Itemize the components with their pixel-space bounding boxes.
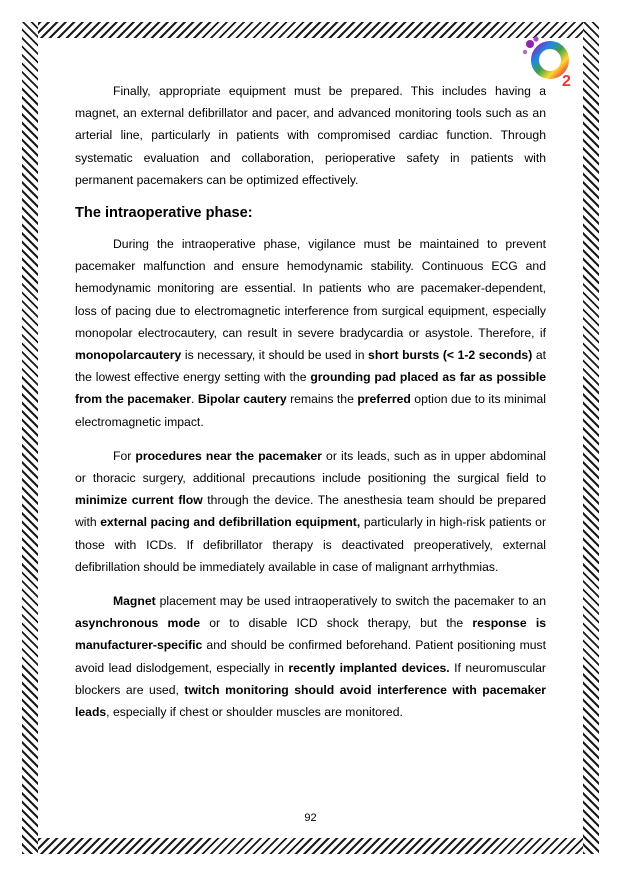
paragraph-magnet: Magnet placement may be used intraoperatively to switch the pacemaker to an asynchronous mode or to disable ICD shock therapy, but the response is manufacturer-specific and should be confirmed beforehand. Patient positioning must avoid lead dislodgement, especially in recently implanted devices. If neuromuscular blockers are used, twitch monitoring should avoid interference with pacemaker leads, especially if chest or shoulder muscles are monitored. xyxy=(75,594,546,720)
paragraph-intraoperative: During the intraoperative phase, vigilance must be maintained to prevent pacemaker malfunction and ensure hemodynamic stability. Continuous ECG and hemodynamic monitoring are essential. In patients who are pacemaker-dependent, loss of pacing due to electromagnetic interference from surgical equipment, especially monopolar electrocautery, can result in severe bradycardia or asystole. Therefore, if monopolarcautery is necessary, it should be used in short bursts (< 1-2 seconds) at the lowest effective energy setting with the grounding pad placed as far as possible from the pacemaker. Bipolar cautery remains the preferred option due to its minimal electromagnetic impact. xyxy=(75,237,547,429)
section-heading: The intraoperative phase: xyxy=(75,205,253,222)
page-border-right xyxy=(583,22,599,854)
page-border-left xyxy=(22,22,38,854)
paragraph-procedures: For procedures near the pacemaker or its leads, such as in upper abdominal or thoracic surgery, additional precautions include positioning the surgical field to minimize current flow through the device. The anesthesia team should be prepared with external pacing and defibrillation equipment, particularly in high-risk patients or those with ICDs. If defibrillator therapy is deactivated preoperatively, external defibrillation should be immediately available in case of malignant arrhythmias. xyxy=(75,448,547,574)
svg-text:2: 2 xyxy=(562,73,571,90)
page-number: 92 xyxy=(304,812,317,824)
page-border-top xyxy=(22,22,599,38)
paragraph-equipment: Finally, appropriate equipment must be prepared. This includes having a magnet, an external defibrillator and pacer, and advanced monitoring tools such as an arterial line, particularly in patients with compromised cardiac function. Through systematic evaluation and collaboration, perioperative safety in patients with permanent pacemakers can be optimized effectively. xyxy=(75,84,546,187)
page-content xyxy=(75,80,546,723)
page-border-bottom xyxy=(22,838,599,854)
